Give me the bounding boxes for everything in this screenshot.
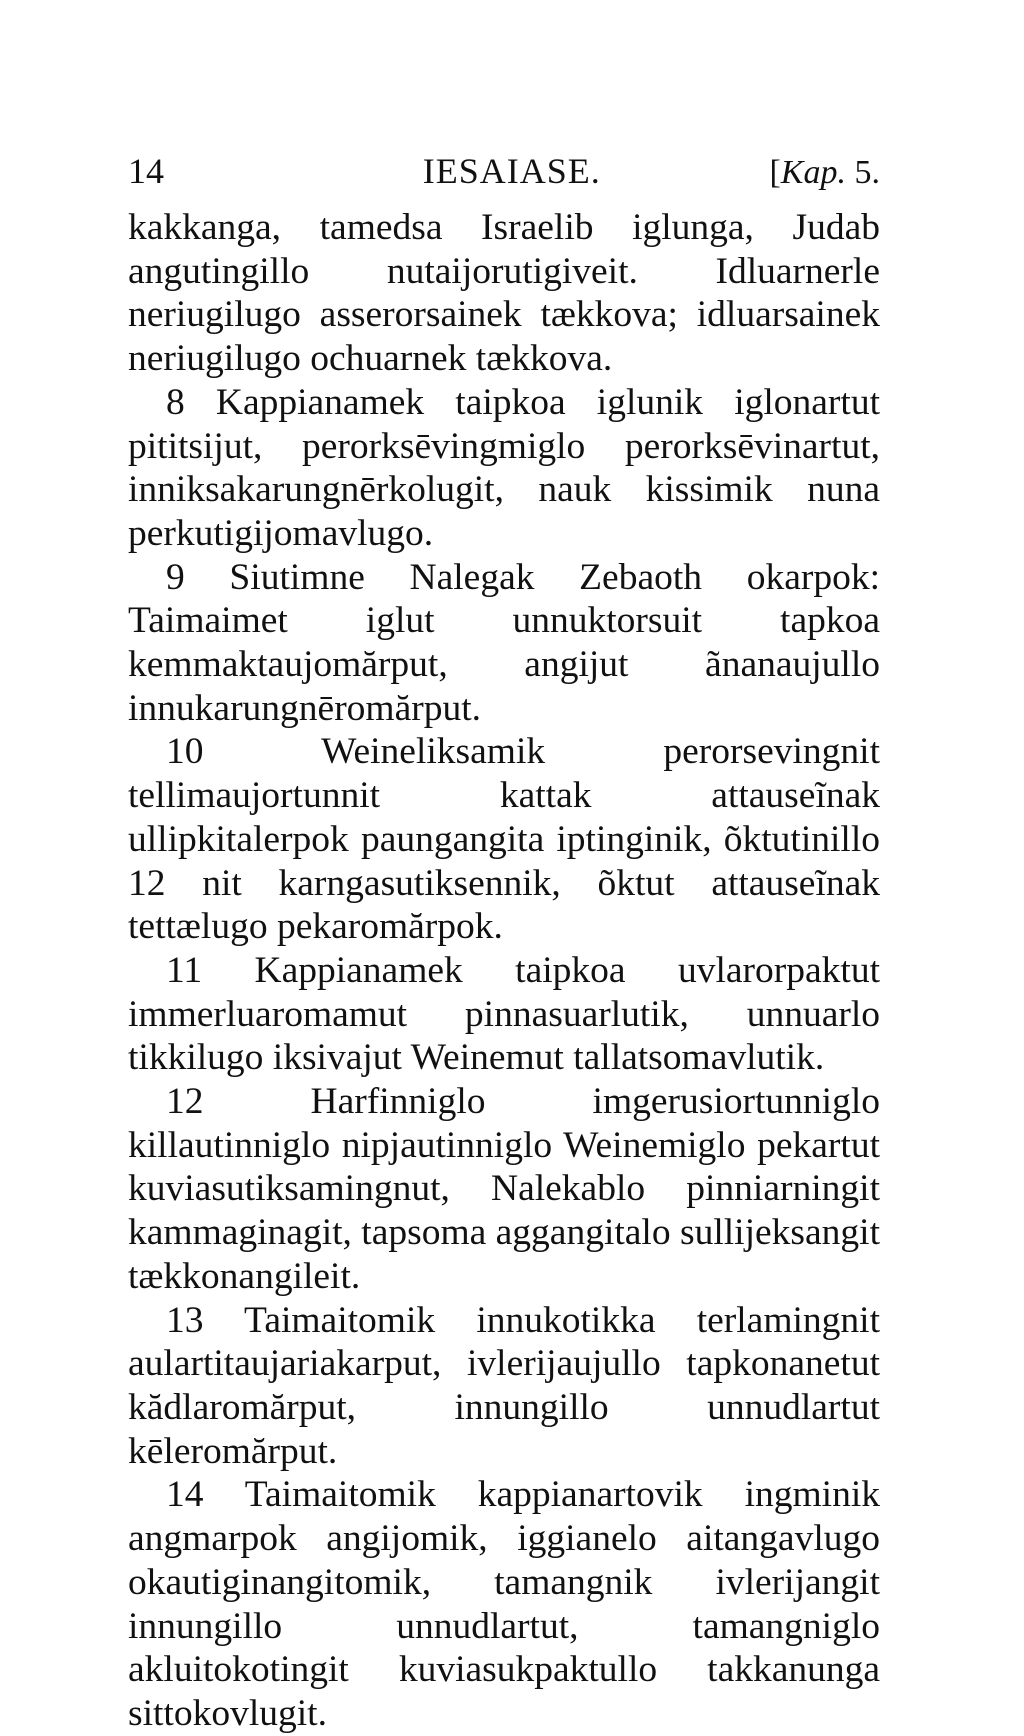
chapter-reference: [769, 154, 880, 192]
verse-8: 8 Kappianamek taipkoa iglunik iglonartut pititsijut, perorksēvingmiglo perorksēvinartut, inniksakarungnērkolugit, nauk kissimik nuna perkutigijomavlugo.: [128, 381, 880, 554]
chapter-label: Kap.: [780, 154, 846, 191]
book-page: [128, 150, 880, 1736]
verse-11: 11 Kappianamek taipkoa uvlarorpaktut immerluaromamut pinnasuarlutik, unnuarlo tikkilugo iksivajut Weinemut tallatsomavlutik.: [128, 949, 880, 1079]
verse-10: 10 Weineliksamik perorsevingnit tellimaujortunnit kattak attauseĩnak ullipkitalerpok paungangita iptinginik, õktutinillo 12 nit karngasutiksennik, õktut attauseĩnak tettælugo pekaromărpok.: [128, 731, 880, 948]
verse-14: 14 Taimaitomik kappianartovik ingminik angmarpok angijomik, iggianelo aitangavlugo okautiginangitomik, tamangnik ivlerijangit innungillo unnudlartut, tamangniglo akluitokotingit kuviasukpaktullo takkanunga sittokovlugit.: [128, 1474, 880, 1734]
page-number: 14: [128, 151, 164, 191]
running-title: IESAIASE.: [422, 151, 601, 191]
body-text: [128, 206, 880, 1736]
continuation-paragraph: kakkanga, tamedsa Israelib iglunga, Judab angutingillo nutaijorutigiveit. Idluarnerle neriugilugo asserorsainek tækkova; idluarsainek neriugilugo ochuarnek tækkova.: [128, 207, 880, 380]
running-head: [128, 150, 880, 200]
verse-13: 13 Taimaitomik innukotikka terlamingnit aulartitaujariakarput, ivlerijaujullo tapkonanetut kădlaromărput, innungillo unnudlartut kēleromărput.: [128, 1299, 880, 1472]
chapter-number: 5.: [845, 154, 880, 191]
verse-12: 12 Harfinniglo imgerusiortunniglo killautinniglo nipjautinniglo Weinemiglo pekartut kuviasutiksamingnut, Nalekablo pinniarningit kammaginagit, tapsoma aggangitalo sullijeksangit tækkonangileit.: [128, 1081, 880, 1297]
chapter-bracket: [: [769, 154, 781, 191]
verse-9: 9 Siutimne Nalegak Zebaoth okarpok: Taimaimet iglut unnuktorsuit tapkoa kemmaktaujomărput, angijut ãnanaujullo innukarungnēromărput.: [128, 556, 880, 729]
